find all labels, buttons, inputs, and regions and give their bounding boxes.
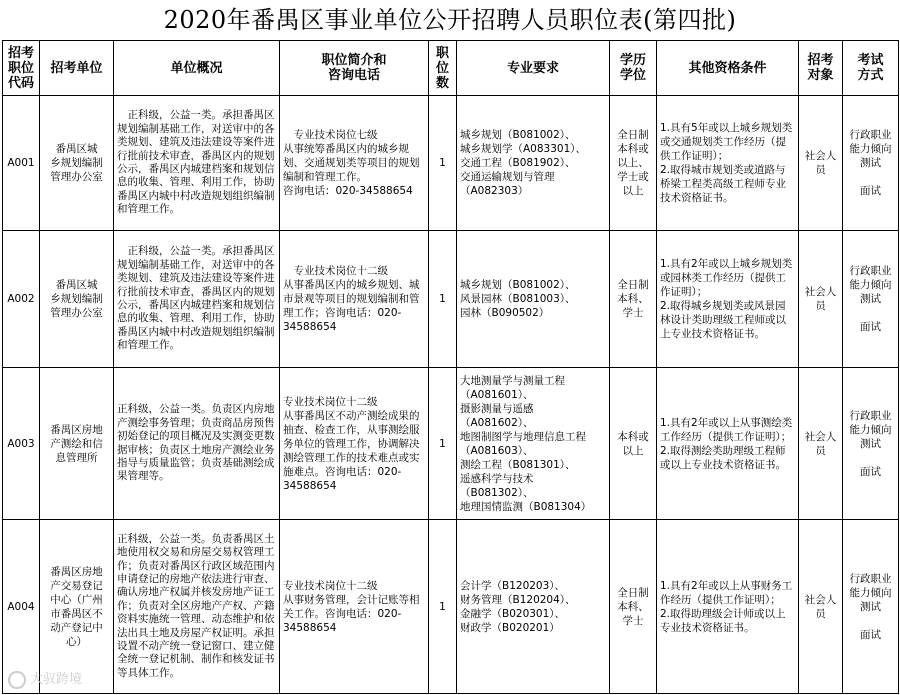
major-cell: 大地测量学与测量工程 （A081601）、 摄影测量与遥感 （A081602）、 地图制图学与地理信息工程（A081603）、 测绘工程（B081301）、 遥感科学与技术 （B081302）、 地理国情监测（B081304） [457, 368, 610, 520]
target-cell: 社会人 员 [799, 231, 843, 368]
count-cell: 1 [429, 368, 457, 520]
method-line: 测试 [860, 157, 881, 169]
intro-cell: 专业技术岗位七级 从事统筹番禺区内的城乡规划、交通规划类等项目的规划编制和管理工作。 咨询电话：020-34588654 [280, 96, 429, 231]
method-cell [843, 520, 899, 694]
code-cell: A001 [3, 96, 40, 231]
table-row [3, 231, 899, 368]
unit-cell: 番禺区房地 产交易登记 中心（广州 市番禺区不 动产登记中 心） [40, 520, 114, 694]
method-line: 能力倾向 [849, 143, 892, 155]
method-cell [843, 96, 899, 231]
header-method: 考试 方式 [843, 41, 899, 96]
header-overview: 单位概况 [114, 41, 280, 96]
table-row [3, 96, 899, 231]
method-line: 面试 [860, 628, 881, 641]
count-cell: 1 [429, 96, 457, 231]
edu-cell: 全日制 本科、 学士 [610, 231, 657, 368]
other-cell: 1.具有2年或以上城乡规划类或园林类工作经历（提供工作证明）； 2.取得城乡规划类或风景园林设计类助理级工程师或以上专业技术资格证书。 [657, 231, 799, 368]
target-cell: 社会人 员 [799, 96, 843, 231]
table-row [3, 520, 899, 694]
major-cell: 城乡规划（B081002）、 风景园林（B081003）、 园林（B090502） [457, 231, 610, 368]
method-line: 面试 [860, 321, 881, 333]
method-line: 面试 [860, 465, 881, 478]
code-cell: A003 [3, 368, 40, 520]
method-line [846, 170, 895, 184]
method-cell [843, 368, 899, 520]
overview-cell: 正科级，公益一类。承担番禺区规划编制基础工作，对送审中的各类规划、建筑及违法建设等案件进行批前技术审查，番禺区内的规划公示，番禺区内城建档案和规划信息的收集、管理、利用工作，协助番禺区内城中村改造规划组织编制和管理工作。 [114, 96, 280, 231]
header-intro: 职位简介和 咨询电话 [280, 41, 429, 96]
method-line: 面试 [860, 185, 881, 197]
intro-cell: 专业技术岗位十二级 从事番禺区不动产测绘成果的抽查、检查工作，从事测绘服务单位的管理工作，协调解决测绘管理工作的技术难点或实施难点。咨询电话：020-34588654 [280, 368, 429, 520]
unit-cell: 番禺区城 乡规划编制 管理办公室 [40, 96, 114, 231]
method-line: 行政职业 [849, 409, 892, 422]
header-target: 招考 对象 [799, 41, 843, 96]
major-cell: 会计学（B120203）、 财务管理（B120204）、 金融学（B020301）、 财政学（B020201） [457, 520, 610, 694]
method-cell [843, 231, 899, 368]
page-title: 2020年番禺区事业单位公开招聘人员职位表(第四批) [163, 6, 737, 34]
header-other: 其他资格条件 [657, 41, 799, 96]
other-cell: 1.具有5年或以上城乡规划类或交通规划类工作经历（提供工作证明）； 2.取得城市规划类或道路与桥梁工程类高级工程师专业技术资格证书。 [657, 96, 799, 231]
position-table [2, 40, 899, 694]
intro-cell: 专业技术岗位十二级 从事财务管理，会计记账等相关工作。咨询电话：020-34588654 [280, 520, 429, 694]
method-line [846, 614, 895, 628]
header-code: 招考 职位 代码 [3, 41, 40, 96]
method-line: 测试 [860, 600, 881, 613]
code-cell: A002 [3, 231, 40, 368]
header-count: 职 位 数 [429, 41, 457, 96]
header-unit: 招考单位 [40, 41, 114, 96]
edu-cell: 全日制 本科、 学士 [610, 520, 657, 694]
watermark-text: 大驭跨境 [30, 672, 83, 687]
table-row [3, 368, 899, 520]
header-edu: 学历 学位 [610, 41, 657, 96]
count-cell: 1 [429, 231, 457, 368]
unit-cell: 番禺区房地 产测绘和信 息管理所 [40, 368, 114, 520]
target-cell: 社会人 员 [799, 520, 843, 694]
code-cell: A004 [3, 520, 40, 694]
overview-cell: 正科级，公益一类。承担番禺区规划编制基础工作，对送审中的各类规划、建筑及违法建设等案件进行批前技术审查，番禺区内的规划公示，番禺区内城建档案和规划信息的收集、管理、利用工作，协助番禺区内城中村改造规划组织编制和管理工作。 [114, 231, 280, 368]
unit-cell: 番禺区城 乡规划编制 管理办公室 [40, 231, 114, 368]
major-cell: 城乡规划（B081002）、 城乡规划学（A083301）、 交通工程（B081902）、 交通运输规划与管理 （A082303） [457, 96, 610, 231]
header-major: 专业要求 [457, 41, 610, 96]
method-line: 行政职业 [849, 129, 892, 141]
other-cell: 1.具有2年或以上从事财务工作经历（提供工作证明）； 2.取得助理级会计师或以上专业技术资格证书。 [657, 520, 799, 694]
method-line [846, 451, 895, 465]
overview-cell: 正科级，公益一类。负责区内房地产测绘事务管理；负责商品房预售初始登记的项目概况及实测变更数据审核；负责区土地房产测绘业务指导与质量监管；负责基础测绘成果管理等。 [114, 368, 280, 520]
intro-cell: 专业技术岗位十二级 从事番禺区内的城乡规划、城市景观等项目的规划编制和管理工作；咨询电话：020-34588654 [280, 231, 429, 368]
watermark [8, 668, 82, 689]
other-cell: 1.具有2年或以上从事测绘类工作经历（提供工作证明）； 2.取得测绘类助理级工程师或以上专业技术资格证书。 [657, 368, 799, 520]
method-line: 行政职业 [849, 572, 892, 585]
header-row [3, 41, 899, 96]
method-line: 测试 [860, 437, 881, 450]
edu-cell: 全日制 本科或 以上、 学士或 以上 [610, 96, 657, 231]
watermark-logo-icon [8, 671, 26, 689]
method-line: 能力倾向 [849, 279, 892, 291]
overview-cell: 正科级，公益一类。负责番禺区土地使用权交易和房屋交易权管理工作；负责对番禺区行政区域范围内申请登记的房地产依法进行审查、确认房地产权属并核发房地产证工作；负责对全区房地产产权、产籍资料实施统一管理、动态维护和依法出具土地及房屋产权证明。承担设置不动产统一登记窗口、建立健全统一登记机制、制作和核发证书等具体工作。 [114, 520, 280, 694]
method-line: 能力倾向 [849, 423, 892, 436]
method-line: 测试 [860, 293, 881, 305]
method-line: 能力倾向 [849, 586, 892, 599]
count-cell: 1 [429, 520, 457, 694]
method-line: 行政职业 [849, 265, 892, 277]
target-cell: 社会人 员 [799, 368, 843, 520]
edu-cell: 本科或 以上 [610, 368, 657, 520]
method-line [846, 306, 895, 320]
